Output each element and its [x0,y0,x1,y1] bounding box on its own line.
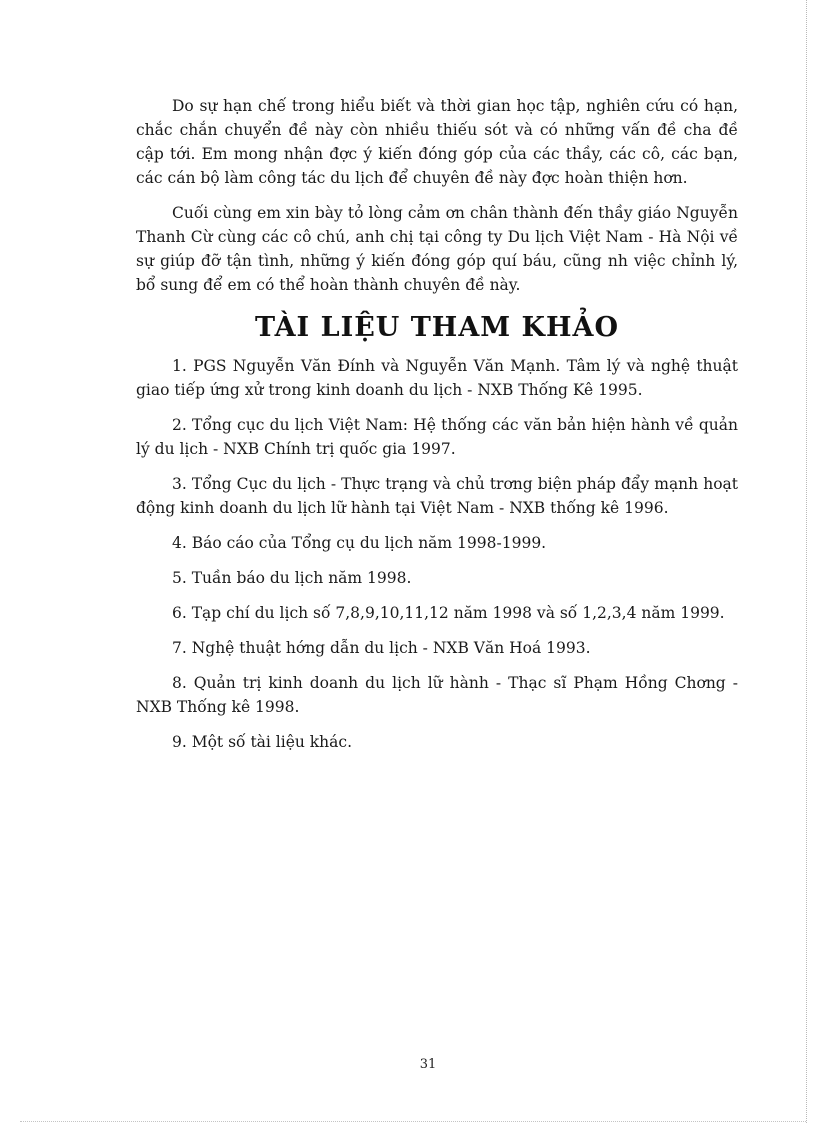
reference-item: 8. Quản trị kinh doanh du lịch lữ hành - Thạc sĩ Phạm Hồng Chơng - NXB Thống kê 1998. [136,674,738,716]
reference-item: 6. Tạp chí du lịch số 7,8,9,10,11,12 năm 1998 và số 1,2,3,4 năm 1999. [172,604,725,622]
page-content [136,94,738,765]
reference-item: 5. Tuần báo du lịch năm 1998. [172,569,412,587]
reference-item: 4. Báo cáo của Tổng cụ du lịch năm 1998-1999. [172,534,547,552]
acknowledgement-paragraph: Cuối cùng em xin bày tỏ lòng cảm ơn chân thành đến thầy giáo Nguyễn Thanh Cừ cùng các cô chú, anh chị tại công ty Du lịch Việt Nam - Hà Nội về sự giúp đỡ tận tình, những ý kiến đóng góp quí báu, cũng nh việc chỉnh lý, bổ sung để em có thể hoàn thành chuyên đề này. [136,204,738,294]
reference-item: 9. Một số tài liệu khác. [172,733,353,751]
references-heading: TÀI LIỆU THAM KHẢO [254,312,620,343]
reference-item: 7. Nghệ thuật hớng dẫn du lịch - NXB Văn Hoá 1993. [172,639,591,657]
page-border-right [806,0,807,1123]
page-border-bottom [20,1121,806,1122]
reference-item: 1. PGS Nguyễn Văn Đính và Nguyễn Văn Mạnh. Tâm lý và nghệ thuật giao tiếp ứng xử trong kinh doanh du lịch - NXB Thống Kê 1995. [136,357,738,399]
reference-list [136,354,738,754]
reference-item: 3. Tổng Cục du lịch - Thực trạng và chủ trơng biện pháp đẩy mạnh hoạt động kinh doanh du lịch lữ hành tại Việt Nam - NXB thống kê 1996. [136,475,738,517]
closing-paragraph: Do sự hạn chế trong hiểu biết và thời gian học tập, nghiên cứu có hạn, chắc chắn chuyển đề này còn nhiều thiếu sót và có những vấn đề cha đề cập tới. Em mong nhận đợc ý kiến đóng góp của các thầy, các cô, các bạn, các cán bộ làm công tác du lịch để chuyên đề này đợc hoàn thiện hơn. [136,97,738,187]
page-number: 31 [419,1057,437,1072]
reference-item: 2. Tổng cục du lịch Việt Nam: Hệ thống các văn bản hiện hành về quản lý du lịch - NXB Chính trị quốc gia 1997. [136,416,738,458]
